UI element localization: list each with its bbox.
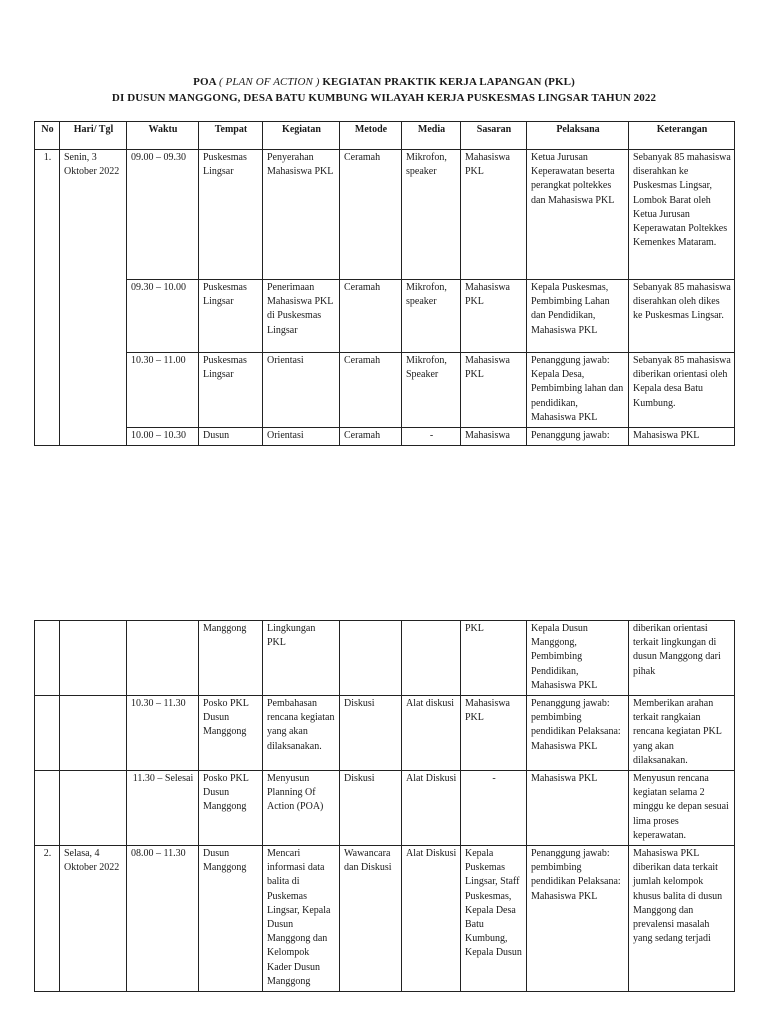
- cell-waktu: 10.30 – 11.30: [127, 696, 199, 771]
- table-row: [35, 621, 735, 696]
- cell-waktu: 09.30 – 10.00: [127, 280, 199, 353]
- cell-metode: Ceramah: [340, 428, 402, 446]
- cell-media: Alat diskusi: [402, 696, 461, 771]
- cell-metode: Diskusi: [340, 771, 402, 846]
- header-media: Media: [402, 122, 461, 150]
- cell-tempat: Dusun: [199, 428, 263, 446]
- cell-no: 2.: [35, 846, 60, 992]
- cell-metode: Ceramah: [340, 280, 402, 353]
- cell-keterangan: Mahasiswa PKL: [629, 428, 735, 446]
- cell-kegiatan: Orientasi: [263, 353, 340, 428]
- cell-pelaksana: Penanggung jawab: pembimbing pendidikan Pelaksana: Mahasiswa PKL: [527, 696, 629, 771]
- cell-keterangan: Mahasiswa PKL diberikan data terkait jumlah kelompok khusus balita di dusun Manggong dan prevalensi masalah yang sedang terjadi: [629, 846, 735, 992]
- cell-waktu: [127, 621, 199, 696]
- table-row: [35, 696, 735, 771]
- table-row: [35, 150, 735, 280]
- cell-sasaran: Mahasiswa: [461, 428, 527, 446]
- header-row: [35, 122, 735, 150]
- table-row: [35, 353, 735, 428]
- cell-hari: [60, 621, 127, 696]
- cell-kegiatan: Penerimaan Mahasiswa PKL di Puskesmas Lingsar: [263, 280, 340, 353]
- cell-hari: [60, 771, 127, 846]
- cell-tempat: Manggong: [199, 621, 263, 696]
- cell-kegiatan: Pembahasan rencana kegiatan yang akan dilaksanakan.: [263, 696, 340, 771]
- cell-sasaran: Kepala Puskemas Lingsar, Staff Puskesmas, Kepala Desa Batu Kumbung, Kepala Dusun: [461, 846, 527, 992]
- header-kegiatan: Kegiatan: [263, 122, 340, 150]
- cell-kegiatan: Penyerahan Mahasiswa PKL: [263, 150, 340, 280]
- cell-media: [402, 621, 461, 696]
- cell-tempat: Posko PKL Dusun Manggong: [199, 771, 263, 846]
- cell-pelaksana: Mahasiswa PKL: [527, 771, 629, 846]
- cell-kegiatan: Mencari informasi data balita di Puskemas Lingsar, Kepala Dusun Manggong dan Kelompok Kader Dusun Manggong: [263, 846, 340, 992]
- cell-keterangan: Memberikan arahan terkait rangkaian rencana kegiatan PKL yang akan dilaksanakan.: [629, 696, 735, 771]
- document-title: [0, 76, 768, 88]
- cell-metode: Wawancara dan Diskusi: [340, 846, 402, 992]
- header-tempat: Tempat: [199, 122, 263, 150]
- table-row: [35, 846, 735, 992]
- cell-media: -: [402, 428, 461, 446]
- cell-sasaran: -: [461, 771, 527, 846]
- header-keterangan: Keterangan: [629, 122, 735, 150]
- cell-tempat: Puskesmas Lingsar: [199, 280, 263, 353]
- cell-metode: Ceramah: [340, 150, 402, 280]
- cell-keterangan: Sebanyak 85 mahasiswa diberikan orientasi oleh Kepala desa Batu Kumbung.: [629, 353, 735, 428]
- cell-no: [35, 621, 60, 696]
- title-prefix: POA: [193, 76, 217, 88]
- header-sasaran: Sasaran: [461, 122, 527, 150]
- cell-kegiatan: Lingkungan PKL: [263, 621, 340, 696]
- cell-sasaran: PKL: [461, 621, 527, 696]
- cell-hari: [60, 696, 127, 771]
- header-no: No: [35, 122, 60, 150]
- title-italic: ( PLAN OF ACTION ): [218, 76, 320, 88]
- cell-waktu: 09.00 – 09.30: [127, 150, 199, 280]
- cell-metode: [340, 621, 402, 696]
- cell-pelaksana: Penanggung jawab:: [527, 428, 629, 446]
- cell-no: 1.: [35, 150, 60, 446]
- cell-hari: Selasa, 4 Oktober 2022: [60, 846, 127, 992]
- cell-waktu: 11.30 – Selesai: [127, 771, 199, 846]
- header-waktu: Waktu: [127, 122, 199, 150]
- cell-waktu: 10.00 – 10.30: [127, 428, 199, 446]
- header-metode: Metode: [340, 122, 402, 150]
- cell-kegiatan: Orientasi: [263, 428, 340, 446]
- cell-keterangan: Sebanyak 85 mahasiswa diserahkan ke Puskesmas Lingsar, Lombok Barat oleh Ketua Jurusan Keperawatan Poltekkes Kemenkes Mataram.: [629, 150, 735, 280]
- cell-kegiatan: Menyusun Planning Of Action (POA): [263, 771, 340, 846]
- table-row: [35, 771, 735, 846]
- cell-metode: Ceramah: [340, 353, 402, 428]
- cell-pelaksana: Ketua Jurusan Keperawatan beserta perangkat poltekkes dan Mahasiswa PKL: [527, 150, 629, 280]
- cell-sasaran: Mahasiswa PKL: [461, 696, 527, 771]
- cell-keterangan: Sebanyak 85 mahasiswa diserahkan oleh dikes ke Puskesmas Lingsar.: [629, 280, 735, 353]
- poa-table-page-2: [34, 620, 735, 992]
- cell-pelaksana: Kepala Puskesmas, Pembimbing Lahan dan Pendidikan, Mahasiswa PKL: [527, 280, 629, 353]
- cell-media: Alat Diskusi: [402, 846, 461, 992]
- cell-sasaran: Mahasiswa PKL: [461, 150, 527, 280]
- cell-media: Mikrofon, Speaker: [402, 353, 461, 428]
- cell-metode: Diskusi: [340, 696, 402, 771]
- cell-tempat: Posko PKL Dusun Manggong: [199, 696, 263, 771]
- cell-media: Alat Diskusi: [402, 771, 461, 846]
- cell-tempat: Dusun Manggong: [199, 846, 263, 992]
- cell-tempat: Puskesmas Lingsar: [199, 150, 263, 280]
- poa-table-page-1: [34, 121, 735, 446]
- cell-waktu: 08.00 – 11.30: [127, 846, 199, 992]
- cell-keterangan: diberikan orientasi terkait lingkungan di dusun Manggong dari pihak: [629, 621, 735, 696]
- cell-keterangan: Menyusun rencana kegiatan selama 2 minggu ke depan sesuai lima proses keperawatan.: [629, 771, 735, 846]
- cell-no: [35, 771, 60, 846]
- cell-pelaksana: Kepala Dusun Manggong, Pembimbing Pendidikan, Mahasiswa PKL: [527, 621, 629, 696]
- header-pelaksana: Pelaksana: [527, 122, 629, 150]
- header-hari: Hari/ Tgl: [60, 122, 127, 150]
- cell-pelaksana: Penanggung jawab: pembimbing pendidikan Pelaksana: Mahasiswa PKL: [527, 846, 629, 992]
- cell-hari: Senin, 3 Oktober 2022: [60, 150, 127, 446]
- table-row: [35, 280, 735, 353]
- cell-media: Mikrofon, speaker: [402, 280, 461, 353]
- cell-waktu: 10.30 – 11.00: [127, 353, 199, 428]
- cell-tempat: Puskesmas Lingsar: [199, 353, 263, 428]
- cell-no: [35, 696, 60, 771]
- cell-sasaran: Mahasiswa PKL: [461, 353, 527, 428]
- cell-sasaran: Mahasiswa PKL: [461, 280, 527, 353]
- cell-pelaksana: Penanggung jawab: Kepala Desa, Pembimbing lahan dan pendidikan, Mahasiswa PKL: [527, 353, 629, 428]
- document-subtitle: DI DUSUN MANGGONG, DESA BATU KUMBUNG WILAYAH KERJA PUSKESMAS LINGSAR TAHUN 2022: [111, 92, 657, 104]
- cell-media: Mikrofon, speaker: [402, 150, 461, 280]
- title-rest: KEGIATAN PRAKTIK KERJA LAPANGAN (PKL): [322, 76, 575, 88]
- table-row: [35, 428, 735, 446]
